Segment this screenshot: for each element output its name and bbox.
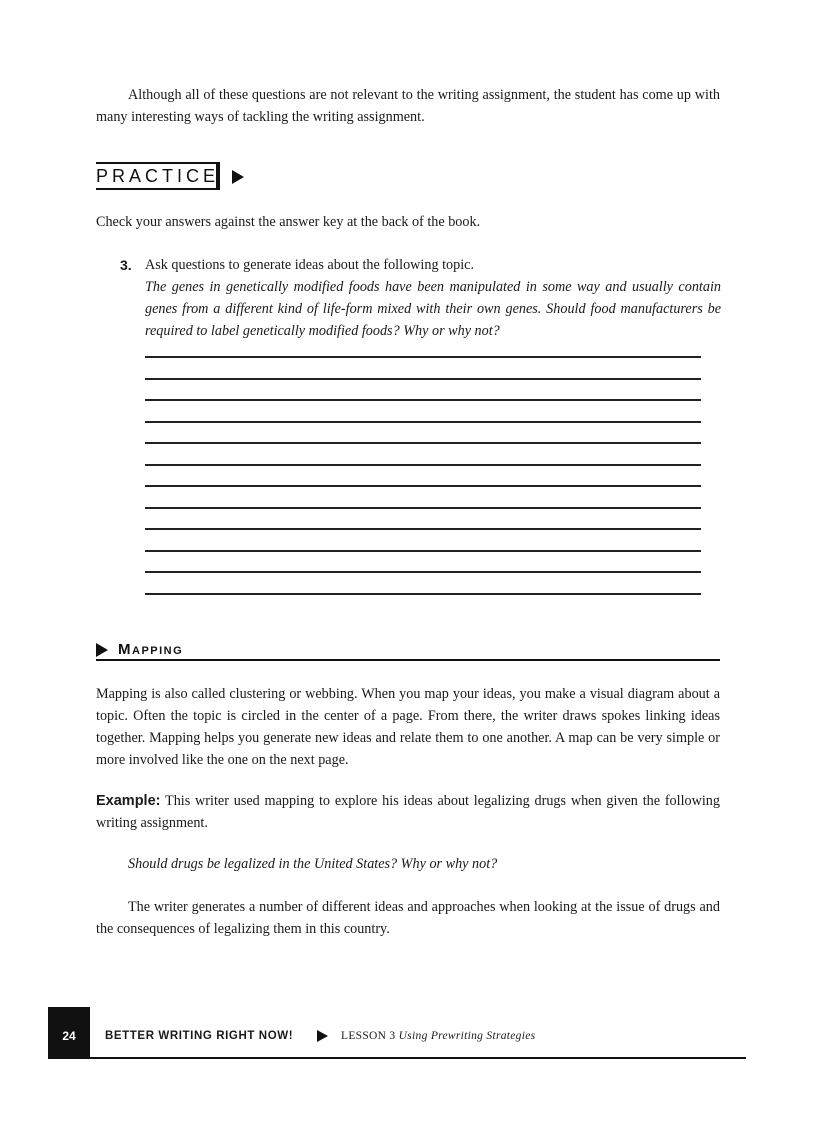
section-heading-mapping: Mapping: [118, 641, 184, 658]
item-topic: The genes in genetically modified foods have been manipulated in some way and usually contain genes from a different kind of life-form mixed with their own genes. Should food manufacturers be required to label genetically modified foods? Why or why not?: [145, 279, 721, 339]
practice-instructions: Check your answers against the answer key at the back of the book.: [96, 214, 481, 230]
lesson-title: Using Prewriting Strategies: [398, 1030, 536, 1042]
footer-rule: [48, 1057, 746, 1059]
answer-line[interactable]: [145, 421, 701, 423]
example-paragraph: [96, 790, 720, 834]
practice-label: [96, 162, 220, 190]
closing-paragraph: The writer generates a number of different ideas and approaches when looking at the issue of drugs and the consequences of legalizing them in this country.: [96, 899, 720, 937]
answer-line[interactable]: [145, 528, 701, 530]
answer-line[interactable]: [145, 378, 701, 380]
section-arrow-icon: [96, 643, 108, 657]
assignment-question: Should drugs be legalized in the United States? Why or why not?: [128, 856, 498, 872]
item-number: 3.: [120, 257, 132, 273]
practice-label-text: PRACTICE: [96, 166, 220, 186]
footer-lesson: [341, 1028, 535, 1044]
section-divider: [96, 659, 720, 661]
page-number: 24: [48, 1007, 90, 1059]
intro-paragraph: Although all of these questions are not relevant to the writing assignment, the student has come up with many interesting ways of tackling the writing assignment.: [96, 87, 720, 125]
answer-line[interactable]: [145, 464, 701, 466]
footer-book-title: [105, 1028, 293, 1044]
footer-arrow-icon: [317, 1030, 328, 1042]
example-text: This writer used mapping to explore his ideas about legalizing drugs when given the following writing assignment.: [96, 793, 720, 831]
book-title: BETTER WRITING RIGHT NOW!: [105, 1030, 294, 1042]
lesson-prefix: LESSON 3: [341, 1030, 396, 1042]
answer-line[interactable]: [145, 550, 701, 552]
answer-line[interactable]: [145, 485, 701, 487]
example-label: Example:: [96, 793, 161, 809]
answer-line[interactable]: [145, 399, 701, 401]
answer-lines[interactable]: [145, 356, 701, 614]
answer-line[interactable]: [145, 507, 701, 509]
play-triangle-icon: [232, 170, 244, 184]
answer-line[interactable]: [145, 442, 701, 444]
item-prompt: Ask questions to generate ideas about the following topic.: [145, 257, 475, 273]
answer-line[interactable]: [145, 593, 701, 595]
answer-line[interactable]: [145, 356, 701, 358]
mapping-paragraph: Mapping is also called clustering or webbing. When you map your ideas, you make a visual diagram about a topic. Often the topic is circled in the center of a page. From there, the writer draws spokes linking ideas together. Mapping helps you generate new ideas and relate them to one another. A map can be very simple or more involved like the one on the next page.: [96, 686, 720, 768]
answer-line[interactable]: [145, 571, 701, 573]
